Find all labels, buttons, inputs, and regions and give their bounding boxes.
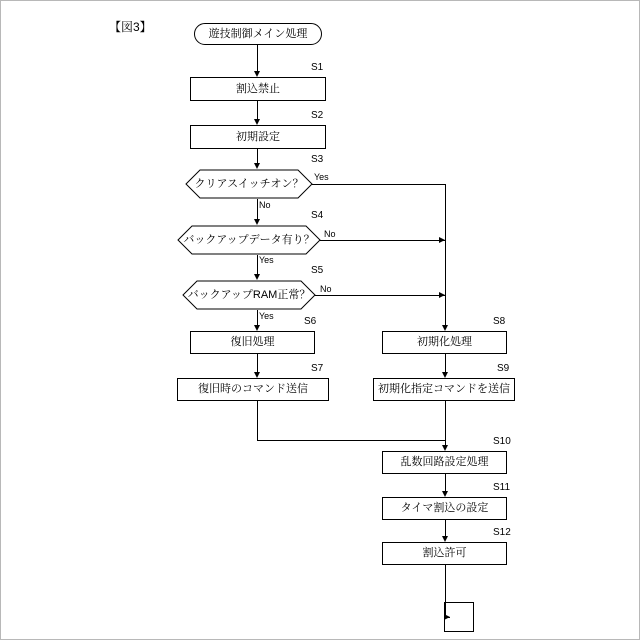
node-s11-label: タイマ割込の設定: [400, 502, 489, 514]
edge-s3-no-to-s4: [257, 199, 258, 219]
edge-label-s5-no: No: [320, 284, 332, 294]
node-s4-label: バックアップデータ有り？: [183, 233, 315, 246]
node-s5-label: バックアップRAM正常？: [187, 288, 311, 301]
edge-s7-merge-horizontal: [257, 440, 445, 441]
node-s9-label: 初期化指定コマンドを送信: [378, 383, 510, 395]
node-s9: [373, 378, 515, 401]
edge-s9-down-to-merge: [445, 401, 446, 445]
node-s11: [382, 497, 507, 520]
arrowhead-s2-to-s3: [254, 163, 260, 169]
step-id-s9: S9: [497, 363, 510, 374]
edge-label-s4-no: No: [324, 229, 336, 239]
node-s1-label: 割込禁止: [236, 82, 280, 95]
arrowhead-start-to-s1: [254, 71, 260, 77]
node-s2: [190, 125, 326, 149]
step-id-s3: S3: [311, 154, 324, 165]
step-id-s4: S4: [311, 210, 324, 221]
edge-s5-yes-to-s6: [257, 310, 258, 325]
node-s10-label: 乱数回路設定処理: [400, 456, 489, 468]
arrowhead-right-rail-to-s8: [442, 325, 448, 331]
node-s2-label: 初期設定: [236, 130, 280, 143]
node-s10: [382, 451, 507, 474]
node-start: [194, 23, 322, 45]
edge-label-s4-yes: Yes: [259, 255, 274, 265]
node-s8: [382, 331, 507, 354]
arrowhead-s6-to-s7: [254, 372, 260, 378]
node-s6: [190, 331, 315, 354]
edge-right-rail-to-s8: [445, 184, 446, 325]
step-id-s5: S5: [311, 265, 324, 276]
arrowhead-s5-yes-to-s6: [254, 325, 260, 331]
node-s3: [174, 169, 324, 199]
edge-s12-to-connector: [445, 565, 446, 617]
node-s3-label: クリアスイッチオン？: [194, 177, 304, 190]
node-start-label: 遊技制御メイン処理: [208, 27, 308, 40]
edge-s8-to-s9: [445, 354, 446, 372]
edge-label-s5-yes: Yes: [259, 311, 274, 321]
arrowhead-s10-to-s11: [442, 491, 448, 497]
edge-s10-to-s11: [445, 474, 446, 491]
node-s8-label: 初期化処理: [417, 336, 472, 348]
edge-start-to-s1: [257, 45, 258, 71]
step-id-s1: S1: [311, 62, 324, 73]
edge-s7-down: [257, 401, 258, 440]
edge-s4-no-horizontal: [320, 240, 445, 241]
edge-s2-to-s3: [257, 149, 258, 163]
node-s5: [171, 280, 327, 310]
edge-label-s3-no: No: [259, 200, 271, 210]
node-s12: [382, 542, 507, 565]
step-id-s2: S2: [311, 110, 324, 121]
edge-s5-no-horizontal: [315, 295, 445, 296]
edge-label-s3-yes: Yes: [314, 172, 329, 182]
edge-s4-yes-to-s5: [257, 255, 258, 274]
node-s12-label: 割込許可: [422, 547, 467, 559]
arrowhead-to-connector: [444, 614, 450, 620]
arrowhead-s4-yes-to-s5: [254, 274, 260, 280]
figure-label: 【図3】: [109, 20, 152, 34]
step-id-s10: S10: [493, 436, 511, 447]
edge-s6-to-s7: [257, 354, 258, 372]
step-id-s6: S6: [304, 316, 317, 327]
node-s7-label: 復旧時のコマンド送信: [198, 383, 308, 395]
arrowhead-s1-to-s2: [254, 119, 260, 125]
node-s1: [190, 77, 326, 101]
edge-s1-to-s2: [257, 101, 258, 119]
step-id-s7: S7: [311, 363, 324, 374]
edge-s3-yes-horizontal: [312, 184, 445, 185]
arrowhead-s11-to-s12: [442, 536, 448, 542]
step-id-s8: S8: [493, 316, 506, 327]
arrowhead-s8-to-s9: [442, 372, 448, 378]
arrowhead-merge-to-s10: [442, 445, 448, 451]
edge-s11-to-s12: [445, 520, 446, 536]
arrowhead-s3-no-to-s4: [254, 219, 260, 225]
step-id-s11: S11: [493, 482, 511, 493]
node-s6-label: 復旧処理: [230, 336, 275, 348]
node-s7: [177, 378, 329, 401]
node-s4: [166, 225, 332, 255]
step-id-s12: S12: [493, 527, 511, 538]
